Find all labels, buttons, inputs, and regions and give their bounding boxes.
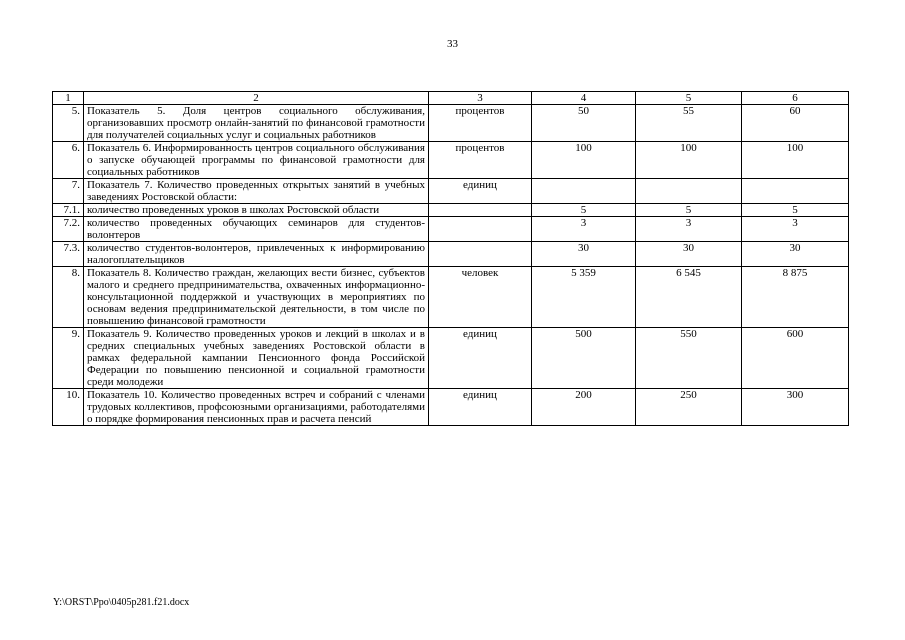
unit-cell: человек — [429, 267, 532, 328]
unit-cell — [429, 204, 532, 217]
table-row — [53, 105, 849, 142]
value-cell: 550 — [636, 328, 742, 389]
table-row — [53, 179, 849, 204]
unit-cell: единиц — [429, 328, 532, 389]
row-number-cell: 7.1. — [53, 204, 84, 217]
row-number-cell: 7.2. — [53, 217, 84, 242]
header-cell: 4 — [532, 92, 636, 105]
table-row — [53, 267, 849, 328]
row-number-cell: 8. — [53, 267, 84, 328]
value-cell — [636, 179, 742, 204]
file-path-footer: Y:\ORST\Ppo\0405p281.f21.docx — [53, 597, 190, 608]
value-cell: 500 — [532, 328, 636, 389]
unit-cell — [429, 217, 532, 242]
value-cell: 30 — [532, 242, 636, 267]
value-cell: 300 — [742, 389, 849, 426]
value-cell: 55 — [636, 105, 742, 142]
value-cell — [742, 179, 849, 204]
value-cell: 200 — [532, 389, 636, 426]
indicator-description-cell: Показатель 10. Количество проведенных встреч и собраний с членами трудовых коллективов, профсоюзными организациями, работодателями о порядке формирования пенсионных прав и расчета пенсий — [84, 389, 429, 426]
header-cell: 3 — [429, 92, 532, 105]
value-cell: 5 — [636, 204, 742, 217]
value-cell: 100 — [532, 142, 636, 179]
indicators-table — [52, 91, 849, 426]
table-row — [53, 217, 849, 242]
value-cell: 3 — [532, 217, 636, 242]
row-number-cell: 10. — [53, 389, 84, 426]
header-cell: 6 — [742, 92, 849, 105]
indicator-description-cell: Показатель 7. Количество проведенных открытых занятий в учебных заведениях Ростовской области: — [84, 179, 429, 204]
unit-cell: единиц — [429, 179, 532, 204]
row-number-cell: 7. — [53, 179, 84, 204]
value-cell: 5 — [532, 204, 636, 217]
value-cell: 5 359 — [532, 267, 636, 328]
value-cell — [532, 179, 636, 204]
value-cell: 6 545 — [636, 267, 742, 328]
table-row — [53, 328, 849, 389]
value-cell: 60 — [742, 105, 849, 142]
value-cell: 8 875 — [742, 267, 849, 328]
unit-cell — [429, 242, 532, 267]
unit-cell: процентов — [429, 105, 532, 142]
indicator-description-cell: количество проведенных обучающих семинаров для студентов-волонтеров — [84, 217, 429, 242]
row-number-cell: 5. — [53, 105, 84, 142]
row-number-cell: 9. — [53, 328, 84, 389]
value-cell: 100 — [636, 142, 742, 179]
indicator-description-cell: Показатель 9. Количество проведенных уроков и лекций в школах и в средних специальных учебных заведениях Ростовской области в рамках федеральной кампании Пенсионного фонда Российской Федерации по повышению пенсионной и социальной грамотности среди молодежи — [84, 328, 429, 389]
indicator-description-cell: Показатель 5. Доля центров социального обслуживания, организовавших просмотр онлайн-занятий по финансовой грамотности для получателей социальных услуг и социальных работников — [84, 105, 429, 142]
value-cell: 50 — [532, 105, 636, 142]
header-cell: 1 — [53, 92, 84, 105]
indicator-description-cell: Показатель 8. Количество граждан, желающих вести бизнес, субъектов малого и среднего предпринимательства, охваченных информационно-консультационной поддержкой и участвующих в мероприятиях по основам ведения предпринимательской деятельности, в том числе по повышению финансовой грамотности — [84, 267, 429, 328]
value-cell: 250 — [636, 389, 742, 426]
value-cell: 30 — [742, 242, 849, 267]
row-number-cell: 6. — [53, 142, 84, 179]
header-cell: 2 — [84, 92, 429, 105]
table-row — [53, 242, 849, 267]
value-cell: 3 — [636, 217, 742, 242]
table-row — [53, 204, 849, 217]
header-cell: 5 — [636, 92, 742, 105]
indicator-description-cell: количество проведенных уроков в школах Ростовской области — [84, 204, 429, 217]
value-cell: 30 — [636, 242, 742, 267]
value-cell: 600 — [742, 328, 849, 389]
unit-cell: единиц — [429, 389, 532, 426]
table-header-row — [53, 92, 849, 105]
row-number-cell: 7.3. — [53, 242, 84, 267]
table-row — [53, 142, 849, 179]
table-row — [53, 389, 849, 426]
unit-cell: процентов — [429, 142, 532, 179]
indicator-description-cell: количество студентов-волонтеров, привлеченных к информированию налогоплательщиков — [84, 242, 429, 267]
value-cell: 3 — [742, 217, 849, 242]
value-cell: 5 — [742, 204, 849, 217]
value-cell: 100 — [742, 142, 849, 179]
indicator-description-cell: Показатель 6. Информированность центров социального обслуживания о запуске обучающей программы по финансовой грамотности для социальных работников — [84, 142, 429, 179]
page-number: 33 — [447, 38, 458, 50]
